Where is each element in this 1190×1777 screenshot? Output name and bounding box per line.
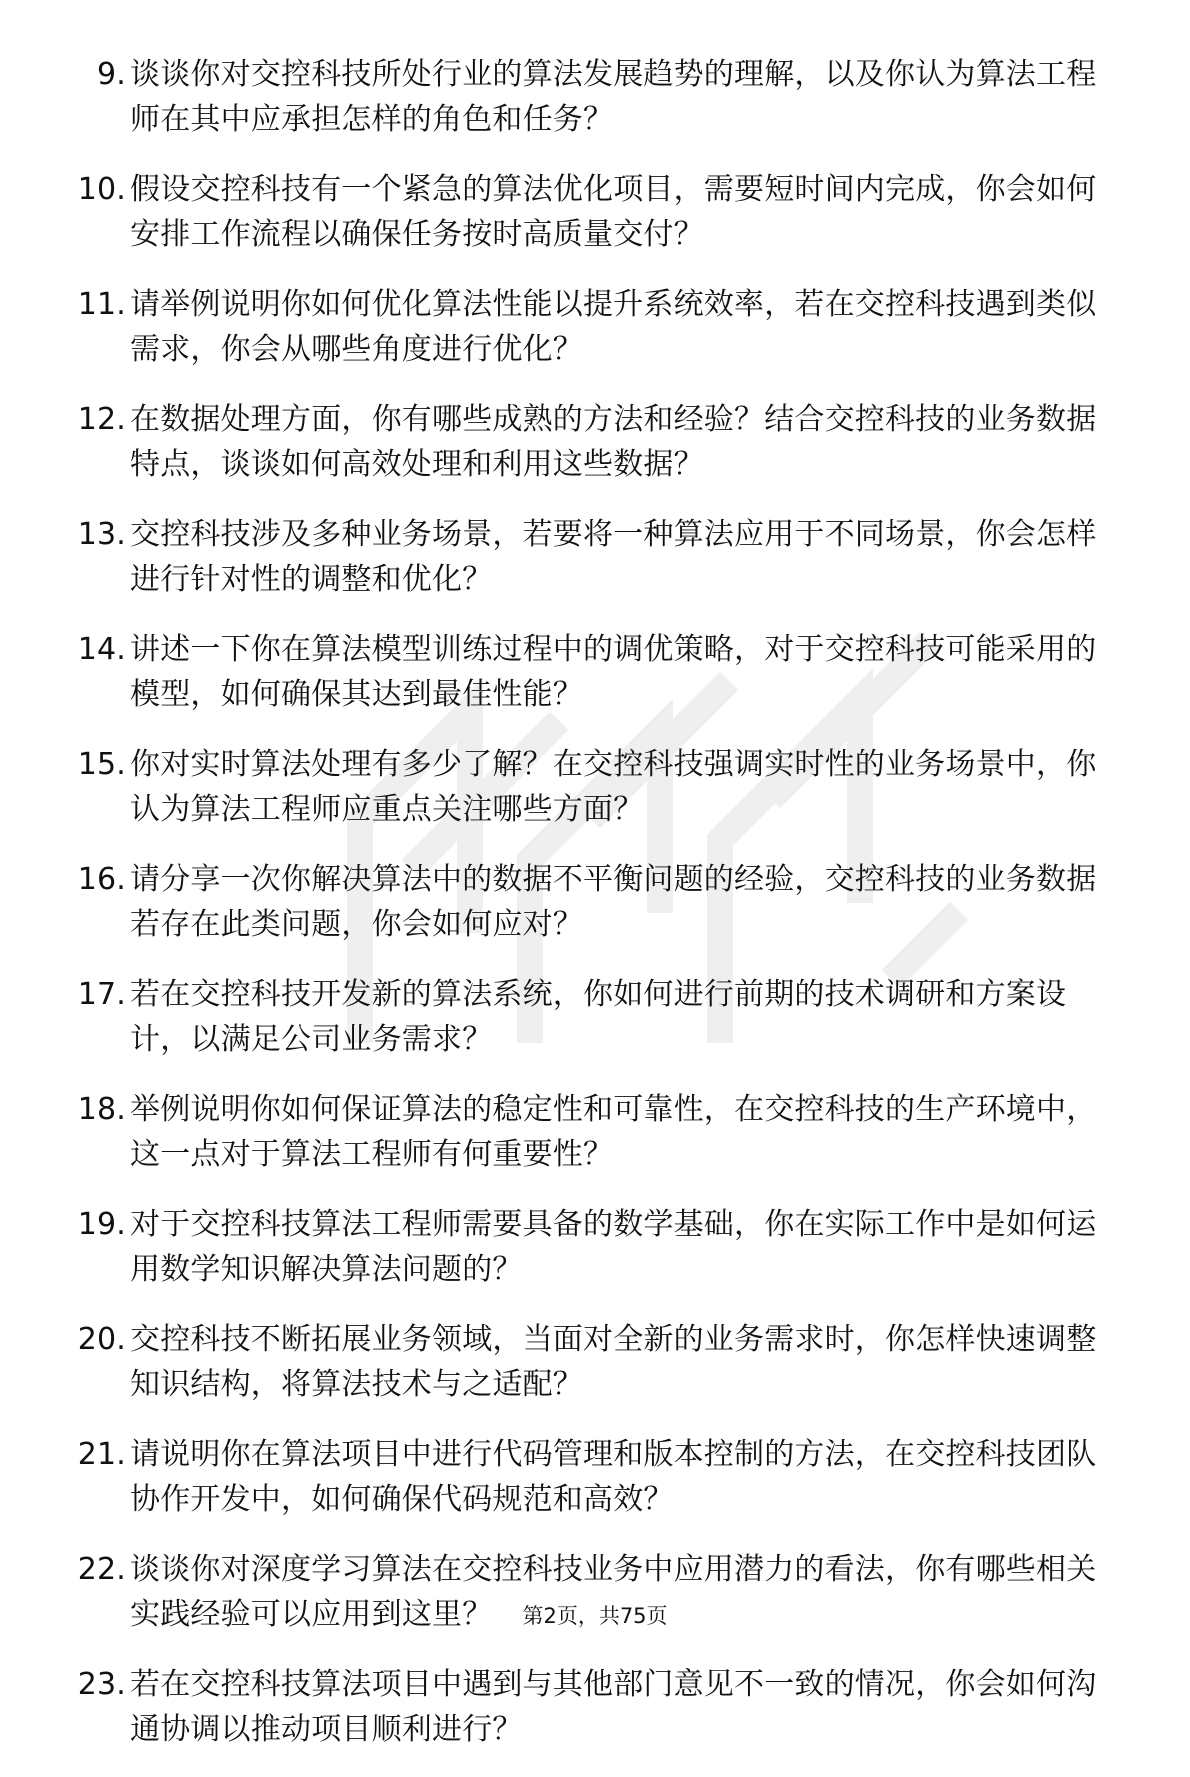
question-item-19 — [54, 1202, 1114, 1292]
question-number: 15. — [77, 747, 126, 782]
question-number: 14. — [77, 632, 126, 667]
question-text: 讲述一下你在算法模型训练过程中的调优策略，对于交控科技可能采用的模型，如何确保其达到最佳性能？ — [130, 632, 1097, 712]
question-number: 16. — [77, 862, 126, 897]
question-item-23 — [54, 1662, 1114, 1752]
question-text: 谈谈你对深度学习算法在交控科技业务中应用潜力的看法，你有哪些相关实践经验可以应用到这里？ — [130, 1552, 1097, 1632]
question-number: 12. — [77, 402, 126, 437]
question-text: 若在交控科技算法项目中遇到与其他部门意见不一致的情况，你会如何沟通协调以推动项目顺利进行？ — [130, 1667, 1097, 1747]
question-text: 请说明你在算法项目中进行代码管理和版本控制的方法，在交控科技团队协作开发中，如何确保代码规范和高效？ — [130, 1437, 1097, 1517]
question-number: 19. — [77, 1207, 126, 1242]
question-text: 在数据处理方面，你有哪些成熟的方法和经验？结合交控科技的业务数据特点，谈谈如何高效处理和利用这些数据？ — [130, 402, 1097, 482]
question-text: 若在交控科技开发新的算法系统，你如何进行前期的技术调研和方案设计，以满足公司业务需求？ — [130, 977, 1067, 1057]
question-item-11 — [54, 282, 1114, 372]
question-item-17 — [54, 972, 1114, 1062]
question-number: 20. — [77, 1322, 126, 1357]
question-item-18 — [54, 1087, 1114, 1177]
question-text: 对于交控科技算法工程师需要具备的数学基础，你在实际工作中是如何运用数学知识解决算法问题的？ — [130, 1207, 1097, 1287]
question-text: 请举例说明你如何优化算法性能以提升系统效率，若在交控科技遇到类似需求，你会从哪些角度进行优化？ — [130, 287, 1097, 367]
question-item-16 — [54, 857, 1114, 947]
question-text: 交控科技涉及多种业务场景，若要将一种算法应用于不同场景，你会怎样进行针对性的调整和优化？ — [130, 517, 1097, 597]
question-number: 17. — [77, 977, 126, 1012]
question-item-14 — [54, 627, 1114, 717]
question-number: 13. — [77, 517, 126, 552]
question-item-9 — [54, 52, 1114, 142]
question-number: 18. — [77, 1092, 126, 1127]
question-text: 假设交控科技有一个紧急的算法优化项目，需要短时间内完成，你会如何安排工作流程以确保任务按时高质量交付？ — [130, 172, 1097, 252]
question-number: 22. — [77, 1552, 126, 1587]
question-text: 谈谈你对交控科技所处行业的算法发展趋势的理解，以及你认为算法工程师在其中应承担怎样的角色和任务？ — [130, 57, 1097, 137]
question-item-13 — [54, 512, 1114, 602]
page-number-label: 第2页，共75页 — [522, 1604, 668, 1628]
question-list — [54, 52, 1114, 1777]
question-number: 9. — [96, 57, 126, 92]
question-text: 请分享一次你解决算法中的数据不平衡问题的经验，交控科技的业务数据若存在此类问题，你会如何应对？ — [130, 862, 1097, 942]
question-number: 11. — [77, 287, 126, 322]
question-item-20 — [54, 1317, 1114, 1407]
question-item-10 — [54, 167, 1114, 257]
question-number: 10. — [77, 172, 126, 207]
question-text: 你对实时算法处理有多少了解？在交控科技强调实时性的业务场景中，你认为算法工程师应重点关注哪些方面？ — [130, 747, 1097, 827]
page-footer — [0, 1602, 1190, 1630]
question-text: 举例说明你如何保证算法的稳定性和可靠性，在交控科技的生产环境中，这一点对于算法工程师有何重要性？ — [130, 1092, 1097, 1172]
question-text: 交控科技不断拓展业务领域，当面对全新的业务需求时，你怎样快速调整知识结构，将算法技术与之适配？ — [130, 1322, 1097, 1402]
question-item-21 — [54, 1432, 1114, 1522]
question-item-12 — [54, 397, 1114, 487]
question-number: 23. — [77, 1667, 126, 1702]
question-number: 21. — [77, 1437, 126, 1472]
question-item-15 — [54, 742, 1114, 832]
